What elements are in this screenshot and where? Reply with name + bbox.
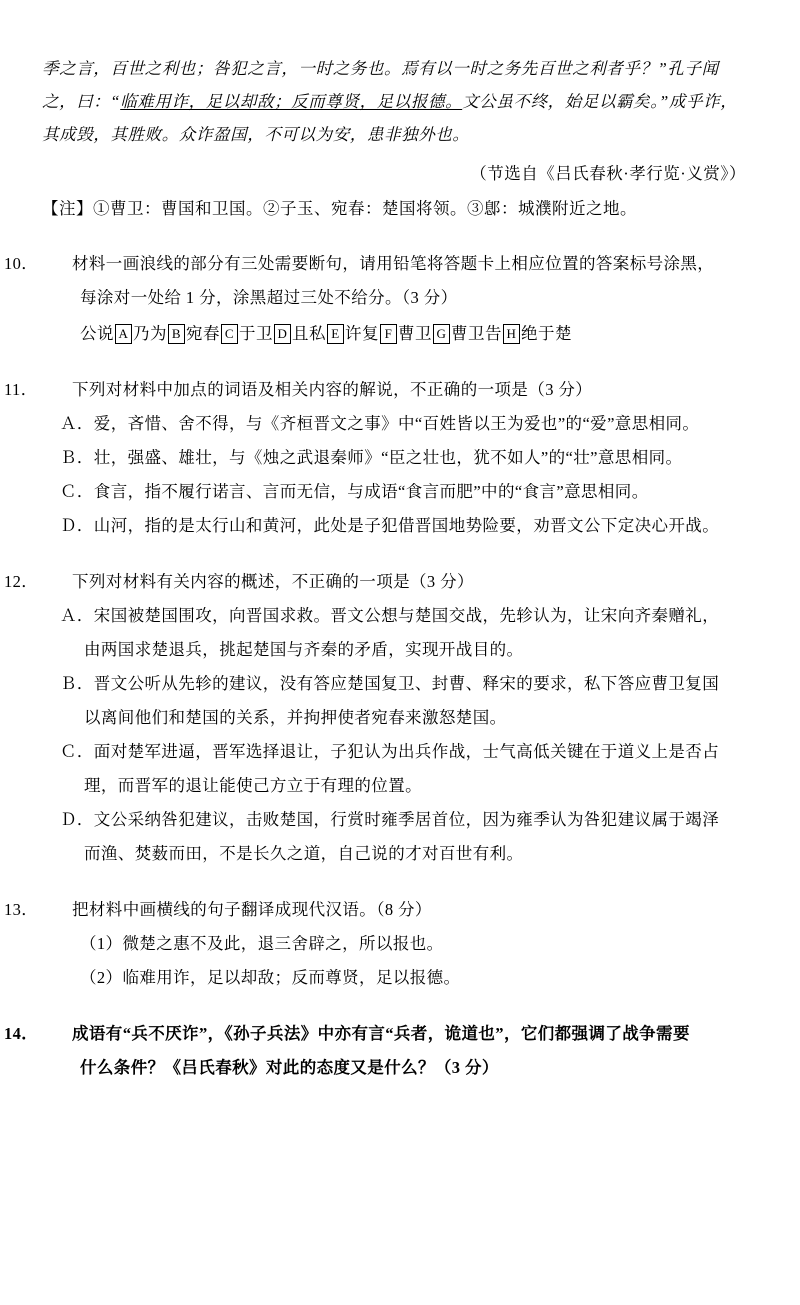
question-13-stem-line1: 把材料中画横线的句子翻译成现代汉语。（8 分） bbox=[72, 900, 432, 919]
question-12-option-b-line2: 以离间他们和楚国的关系，并拘押使者宛春来激怒楚国。 bbox=[84, 708, 507, 727]
punct-box-g[interactable]: G bbox=[433, 324, 450, 344]
question-10-stem bbox=[4, 247, 758, 281]
punct-box-f[interactable]: F bbox=[380, 324, 397, 344]
question-14 bbox=[4, 1017, 758, 1085]
question-11-stem-line1: 下列对材料中加点的词语及相关内容的解说，不正确的一项是（3 分） bbox=[72, 380, 593, 399]
question-12-stem-line1: 下列对材料有关内容的概述，不正确的一项是（3 分） bbox=[72, 572, 474, 591]
punct-text-a: 乃为 bbox=[133, 324, 167, 343]
punct-box-d[interactable]: D bbox=[274, 324, 291, 344]
question-12-option-c[interactable] bbox=[42, 735, 758, 803]
passage-line-3: 其成毁，其胜败。众诈盈国，不可以为安，患非独外也。 bbox=[42, 125, 470, 144]
question-12-option-d-line1: Ｄ．文公采纳咎犯建议，击败楚国，行赏时雍季居首位，因为雍季认为咎犯建议属于竭泽 bbox=[60, 810, 720, 829]
question-13-stem bbox=[4, 893, 758, 927]
question-11-option-d[interactable]: Ｄ．山河，指的是太行山和黄河，此处是子犯借晋国地势险要，劝晋文公下定决心开战。 bbox=[60, 516, 720, 535]
punct-text-b: 宛春 bbox=[186, 324, 220, 343]
passage-line-1: 季之言，百世之利也；咎犯之言，一时之务也。焉有以一时之务先百世之利者乎？”孔子闻 bbox=[42, 59, 719, 78]
question-10-stem-line1: 材料一画浪线的部分有三处需要断句，请用铅笔将答题卡上相应位置的答案标号涂黑， bbox=[72, 254, 715, 273]
punct-text-c: 于卫 bbox=[239, 324, 273, 343]
question-11-stem bbox=[4, 373, 758, 407]
question-12 bbox=[4, 565, 758, 871]
question-12-option-c-line1: Ｃ．面对楚军进逼，晋军选择退让，子犯认为出兵作战，士气高低关键在于道义上是否占 bbox=[60, 742, 720, 761]
question-12-option-b[interactable] bbox=[42, 667, 758, 735]
question-11-option-b[interactable]: Ｂ．壮，强盛、雄壮，与《烛之武退秦师》“臣之壮也，犹不如人”的“壮”意思相同。 bbox=[60, 448, 683, 467]
question-14-stem bbox=[4, 1017, 758, 1051]
question-13-sub-1: （1）微楚之惠不及此，退三舍辟之，所以报也。 bbox=[80, 934, 444, 953]
question-14-number: 14． bbox=[4, 1024, 39, 1043]
question-12-option-a-line1: Ａ．宋国被楚国围攻，向晋国求救。晋文公想与楚国交战，先轸认为，让宋向齐秦赠礼， bbox=[60, 606, 720, 625]
question-12-stem bbox=[4, 565, 758, 599]
question-13-sub-2: （2）临难用诈，足以却敌；反而尊贤，足以报德。 bbox=[80, 968, 461, 987]
question-12-option-a-line2: 由两国求楚退兵，挑起楚国与齐秦的矛盾，实现开战目的。 bbox=[84, 640, 524, 659]
question-11-option-a[interactable]: Ａ．爱，吝惜、舍不得，与《齐桓晋文之事》中“百姓皆以王为爱也”的“爱”意思相同。 bbox=[60, 414, 700, 433]
question-12-option-d-line2: 而渔、焚薮而田，不是长久之道，自己说的才对百世有利。 bbox=[84, 844, 524, 863]
question-14-stem-line1: 成语有“兵不厌诈”，《孙子兵法》中亦有言“兵者，诡道也”，它们都强调了战争需要 bbox=[72, 1024, 690, 1043]
question-12-option-b-line1: Ｂ．晋文公听从先轸的建议，没有答应楚国复卫、封曹、释宋的要求，私下答应曹卫复国 bbox=[60, 674, 720, 693]
page-content bbox=[4, 52, 758, 1085]
punct-text-g: 曹卫告 bbox=[451, 324, 502, 343]
question-14-stem-line2: 什么条件？《吕氏春秋》对此的态度又是什么？（3 分） bbox=[80, 1058, 499, 1077]
punct-text-f: 曹卫 bbox=[398, 324, 432, 343]
question-12-option-a[interactable] bbox=[42, 599, 758, 667]
passage-note: 【注】①曹卫：曹国和卫国。②子玉、宛春：楚国将领。③鄎：城濮附近之地。 bbox=[42, 199, 637, 218]
question-13-number: 13． bbox=[4, 900, 39, 919]
question-12-option-c-line2: 理，而晋军的退让能使己方立于有理的位置。 bbox=[84, 776, 422, 795]
passage-line-2: 之，曰：“临难用诈，足以却敌；反而尊贤，足以报德。文公虽不终，始足以霸矣。”成乎诈， bbox=[42, 92, 738, 111]
punct-prefix: 公说 bbox=[80, 324, 114, 343]
question-11-option-c[interactable]: Ｃ．食言，指不履行诺言、言而无信，与成语“食言而肥”中的“食言”意思相同。 bbox=[60, 482, 649, 501]
punct-box-h[interactable]: H bbox=[503, 324, 520, 344]
punct-text-h: 绝于楚 bbox=[521, 324, 572, 343]
punct-box-c[interactable]: C bbox=[221, 324, 238, 344]
question-12-option-d[interactable] bbox=[42, 803, 758, 871]
question-10-number: 10． bbox=[4, 254, 39, 273]
punct-box-a[interactable]: A bbox=[115, 324, 132, 344]
punct-text-e: 许复 bbox=[345, 324, 379, 343]
question-10 bbox=[4, 247, 758, 351]
classical-passage bbox=[42, 52, 758, 151]
punct-box-e[interactable]: E bbox=[327, 324, 344, 344]
punct-box-b[interactable]: B bbox=[168, 324, 185, 344]
punct-text-d: 且私 bbox=[292, 324, 326, 343]
underlined-text: 临难用诈，足以却敌；反而尊贤，足以报德。 bbox=[120, 92, 463, 111]
passage-source: （节选自《吕氏春秋·孝行览·义赏》） bbox=[470, 164, 746, 183]
question-11-number: 11． bbox=[4, 380, 38, 399]
question-13 bbox=[4, 893, 758, 995]
question-12-number: 12． bbox=[4, 572, 39, 591]
question-11 bbox=[4, 373, 758, 543]
question-10-stem-line2: 每涂对一处给 1 分，涂黑超过三处不给分。（3 分） bbox=[80, 288, 458, 307]
question-10-punctuation-line bbox=[42, 317, 758, 351]
